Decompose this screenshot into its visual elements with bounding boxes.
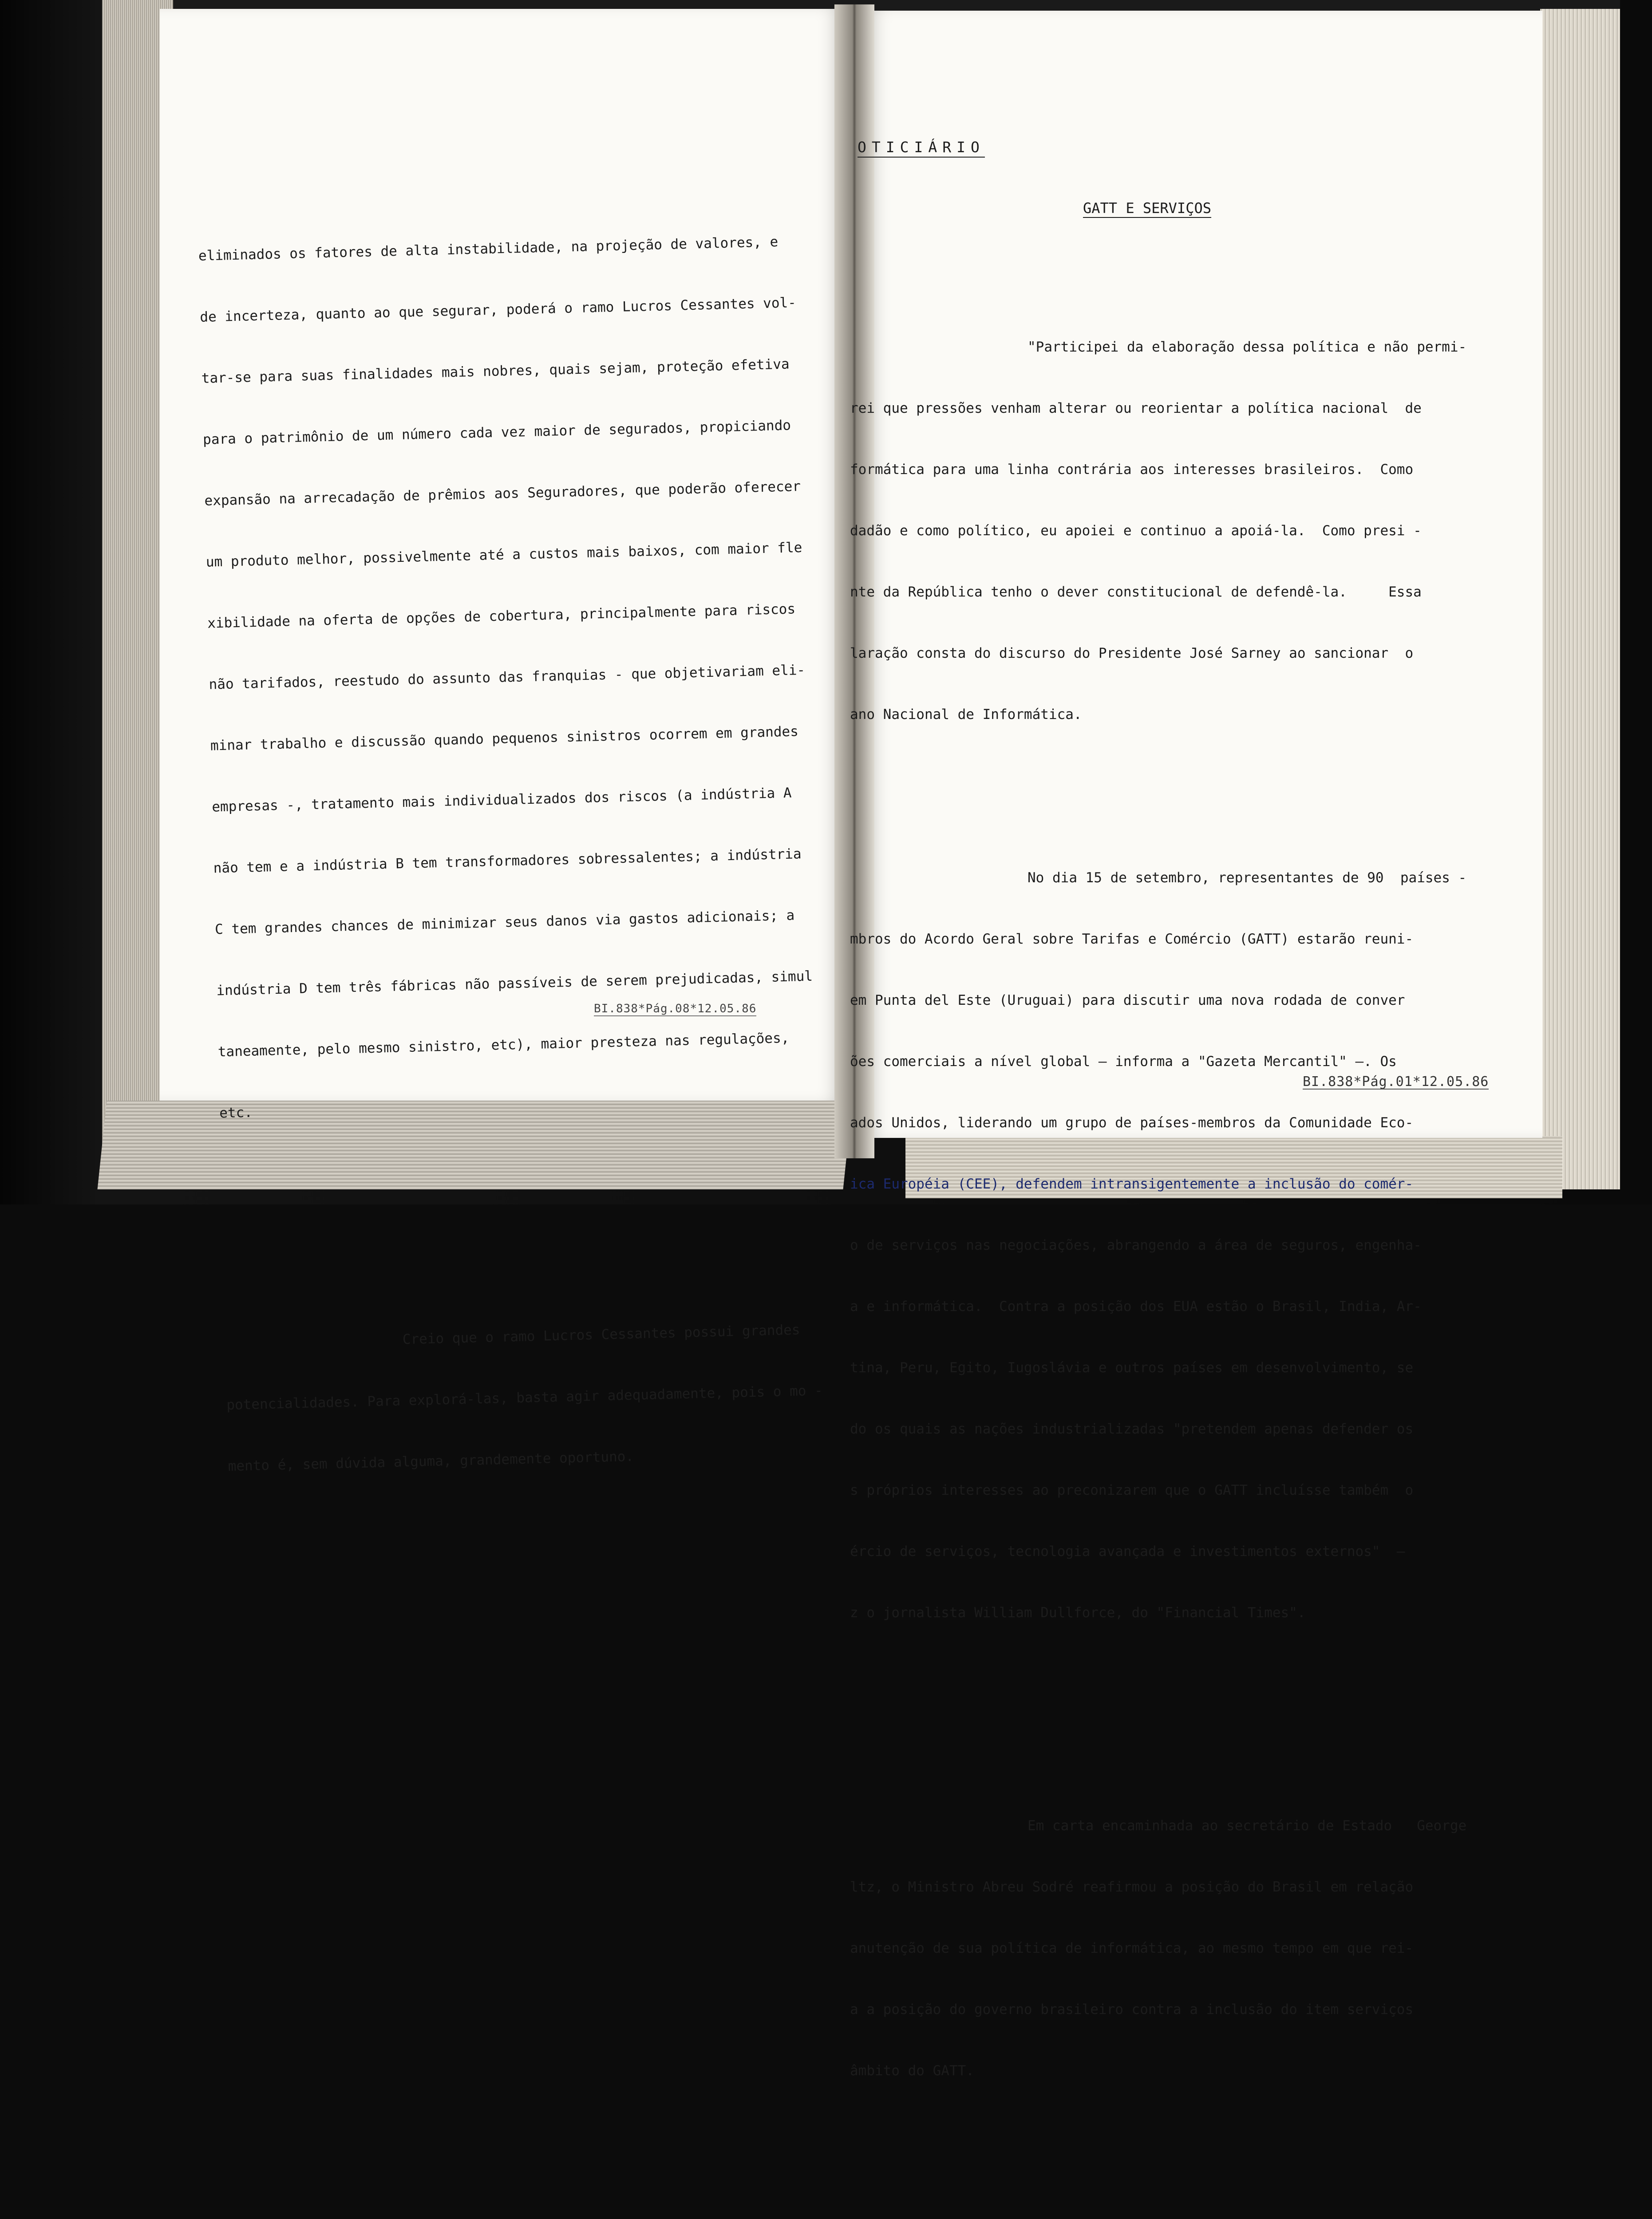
- right-paragraph-2: [850, 827, 1496, 1664]
- text-line: Em carta encaminhada ao secretário de Estado George: [1028, 1818, 1467, 1834]
- text-line: Creio que o ramo Lucros Cessantes possui grandes: [402, 1322, 800, 1348]
- left-page-body: [196, 149, 873, 1558]
- text-line: para o patrimônio de um número cada vez maior de segurados, propiciando: [202, 417, 791, 448]
- text-line: ano Nacional de Informática.: [850, 707, 1082, 723]
- text-line: dadão e como político, eu apoiei e continuo a apoiá-la. Como presi -: [850, 523, 1422, 539]
- left-paragraph-1: [197, 190, 864, 1165]
- text-line: C tem grandes chances de minimizar seus danos via gastos adicionais; a: [214, 907, 795, 938]
- text-line: ões comerciais a nível global — informa a "Gazeta Mercantil" —. Os: [850, 1054, 1397, 1070]
- article-title: GATT E SERVIÇOS: [1083, 200, 1211, 217]
- text-line: mbros do Acordo Geral sobre Tarifas e Comércio (GATT) estarão reuni-: [850, 931, 1414, 947]
- text-line: formática para uma linha contrária aos interesses brasileiros. Como: [850, 462, 1414, 478]
- text-line: etc.: [219, 1104, 253, 1121]
- right-paragraph-3: [850, 1775, 1496, 2122]
- text-line: não tarifados, reestudo do assunto das franquias - que objetivariam eli-: [209, 662, 806, 693]
- right-paragraph-4: [850, 2183, 1496, 2219]
- text-line: mento é, sem dúvida alguma, grandemente oportuno.: [228, 1448, 634, 1475]
- text-line: rei que pressões venham alterar ou reorientar a política nacional de: [850, 400, 1422, 416]
- section-heading: OTICIÁRIO: [858, 138, 985, 156]
- text-line: eliminados os fatores de alta instabilidade, na projeção de valores, e: [198, 234, 779, 264]
- right-page-footer: BI.838*Pág.01*12.05.86: [1303, 1074, 1489, 1090]
- text-line: tar-se para suas finalidades mais nobres, quais sejam, proteção efetiva: [201, 356, 790, 387]
- text-line: laração consta do discurso do Presidente José Sarney ao sancionar o: [850, 645, 1414, 661]
- text-line: "Participei da elaboração dessa política e não permi-: [1028, 339, 1467, 355]
- text-line: ados Unidos, liderando um grupo de países-membros da Comunidade Eco-: [850, 1115, 1414, 1131]
- left-paragraph-2: [224, 1277, 873, 1517]
- text-line: minar trabalho e discussão quando pequenos sinistros ocorrem em grandes: [210, 723, 799, 754]
- text-line: potencialidades. Para explorá-las, basta agir adequadamente, pois o mo -: [226, 1382, 823, 1414]
- text-line: expansão na arrecadação de prêmios aos Seguradores, que poderão oferecer: [204, 478, 801, 509]
- text-line: ércio de serviços, tecnologia avançada e investimentos externos" —: [850, 1544, 1405, 1560]
- right-page-stack-edge: [1540, 9, 1620, 1189]
- text-line: não tem e a indústria B tem transformadores sobressalentes; a indústria: [213, 846, 802, 877]
- text-line: a a posição do governo brasileiro contra a inclusão do item serviços: [850, 2002, 1414, 2018]
- text-line: de incerteza, quanto ao que segurar, poderá o ramo Lucros Cessantes vol-: [199, 295, 797, 325]
- text-line: empresas -, tratamento mais individualizados dos riscos (a indústria A: [211, 785, 792, 815]
- text-line: xibilidade na oferta de opções de cobertura, principalmente para riscos: [207, 601, 796, 632]
- text-line: tina, Peru, Egito, Iugoslávia e outros países em desenvolvimento, se: [850, 1360, 1414, 1376]
- text-line: ltz, o Ministro Abreu Sodré reafirmou a posição do Brasil em relação: [850, 1879, 1414, 1895]
- right-page-body: [850, 255, 1496, 2219]
- text-line: z o jornalista William Dullforce, do "Financial Times".: [850, 1605, 1306, 1621]
- text-line: No dia 15 de setembro, representantes de 90 países -: [1028, 870, 1467, 886]
- text-line: nte da República tenho o dever constitucional de defendê-la. Essa: [850, 584, 1422, 600]
- text-line: anutenção de sua política de informática, ao mesmo tempo em que rei-: [850, 1940, 1414, 1956]
- text-line: indústria D tem três fábricas não passíveis de serem prejudicadas, simul: [216, 968, 813, 999]
- right-paragraph-1: [850, 296, 1496, 766]
- text-line: âmbito do GATT.: [850, 2063, 974, 2079]
- text-line: s próprios interesses ao preconizarem que o GATT incluísse também o: [850, 1482, 1414, 1498]
- text-line: o de serviços nas negociações, abrangendo a área de seguros, engenha-: [850, 1237, 1422, 1253]
- text-line: ica Européia (CEE), defendem intransigentemente a inclusão do comér-: [850, 1176, 1414, 1192]
- text-line: em Punta del Este (Uruguai) para discutir uma nova rodada de conver: [850, 992, 1405, 1008]
- text-line: taneamente, pelo mesmo sinistro, etc), maior presteza nas regulações,: [217, 1030, 790, 1060]
- text-line: do os quais as nações industrializadas "pretendem apenas defender os: [850, 1421, 1414, 1437]
- text-line: a e informática. Contra a posição dos EUA estão o Brasil, India, Ar-: [850, 1299, 1422, 1315]
- left-page-footer: BI.838*Pág.08*12.05.86: [594, 1002, 757, 1015]
- text-line: um produto melhor, possivelmente até a custos mais baixos, com maior fle: [206, 539, 802, 570]
